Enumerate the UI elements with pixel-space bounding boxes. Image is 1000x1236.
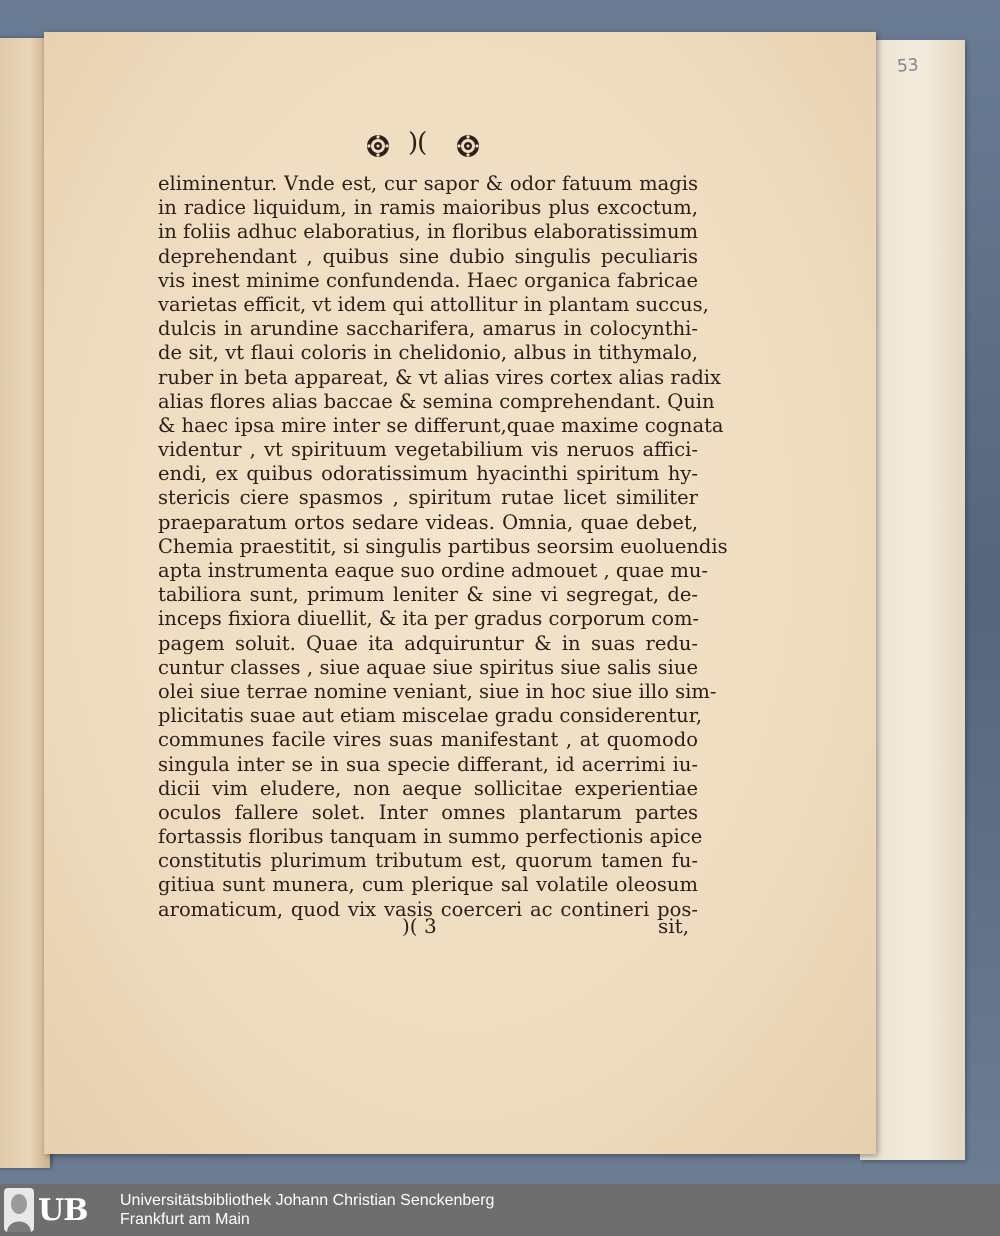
pencil-page-number-53: 53	[896, 55, 920, 77]
text-line: eliminentur. Vnde est, cur sapor & odor fatuum magis	[158, 172, 698, 195]
rosette-right-icon	[457, 135, 479, 157]
text-line: de sit, vt flaui coloris in chelidonio, albus in tithymalo,	[158, 341, 698, 365]
institution-line-1: Universitätsbibliothek Johann Christian Senckenberg	[120, 1192, 495, 1209]
text-line: apta instrumenta eaque suo ordine admouet , quae mu-	[158, 559, 708, 582]
text-line: constitutis plurimum tributum est, quorum tamen fu-	[158, 849, 698, 873]
portrait-icon	[4, 1188, 34, 1232]
text-line: plicitatis suae aut etiam miscelae gradu considerentur,	[158, 704, 703, 728]
text-line: aromaticum, quod vix vasis coerceri ac contineri pos-	[158, 897, 698, 921]
text-line: alias flores alias baccae & semina comprehendant. Quin	[158, 389, 715, 413]
text-line: praeparatum ortos sedare videas. Omnia, quae debet,	[158, 510, 698, 534]
page-body-text	[158, 172, 728, 922]
library-logo[interactable]	[0, 1184, 120, 1236]
text-line: ruber in beta appareat, & vt alias vires cortex alias radix	[158, 365, 722, 389]
library-footer-bar	[0, 1184, 1000, 1236]
signature-mark: )( 3	[402, 914, 437, 938]
text-line: videntur , vt spirituum vegetabilium vis neruos affici-	[158, 438, 698, 462]
text-line: in radice liquidum, in ramis maioribus plus excoctum,	[158, 196, 698, 220]
text-line: varietas efficit, vt idem qui attollitur in plantam succus,	[158, 292, 709, 316]
text-line: & haec ipsa mire inter se differunt,quae maxime cognata	[158, 413, 724, 437]
text-line: Chemia praestitit, si singulis partibus seorsim euoluendis	[158, 534, 728, 558]
text-line: inceps fixiora diuellit, & ita per gradus corporum com-	[158, 607, 700, 631]
text-line: dulcis in arundine saccharifera, amarus in colocynthi-	[158, 317, 698, 341]
header-ornament-mark: )(	[408, 128, 427, 158]
text-line: vis inest minime confundenda. Haec organica fabricae	[158, 268, 698, 292]
rosette-left-icon	[367, 135, 389, 157]
text-line: cuntur classes , siue aquae siue spiritus siue salis siue	[158, 655, 698, 679]
text-line: pagem soluit. Quae ita adquiruntur & in suas redu-	[158, 631, 698, 655]
text-line: tabiliora sunt, primum leniter & sine vi segregat, de-	[158, 583, 698, 607]
text-line: oculos fallere solet. Inter omnes plantarum partes	[158, 800, 698, 824]
text-line: gitiua sunt munera, cum plerique sal volatile oleosum	[158, 873, 698, 897]
text-line: dicii vim eludere, non aeque sollicitae experientiae	[158, 776, 698, 800]
text-line: fortassis floribus tanquam in summo perfectionis apice	[158, 825, 703, 849]
rosette-ornament-icons	[364, 132, 494, 162]
header-ornament	[364, 128, 494, 162]
catchword: sit,	[658, 914, 690, 938]
logo-text: UB	[38, 1192, 88, 1228]
text-line: communes facile vires suas manifestant , at quomodo	[158, 728, 698, 752]
text-line: deprehendant , quibus sine dubio singulis peculiaris	[158, 244, 698, 268]
text-line: in foliis adhuc elaboratius, in floribus elaboratissimum	[158, 220, 698, 244]
text-line: stericis ciere spasmos , spiritum rutae licet similiter	[158, 486, 698, 510]
institution-line-2: Frankfurt am Main	[120, 1211, 250, 1228]
text-line: singula inter se in sua specie differant, id acerrimi iu-	[158, 752, 698, 776]
text-line: endi, ex quibus odoratissimum hyacinthi spiritum hy-	[158, 462, 698, 486]
text-line: olei siue terrae nomine veniant, siue in hoc siue illo sim-	[158, 679, 717, 703]
institution-name	[120, 1191, 494, 1229]
left-page-edge	[0, 38, 50, 1168]
